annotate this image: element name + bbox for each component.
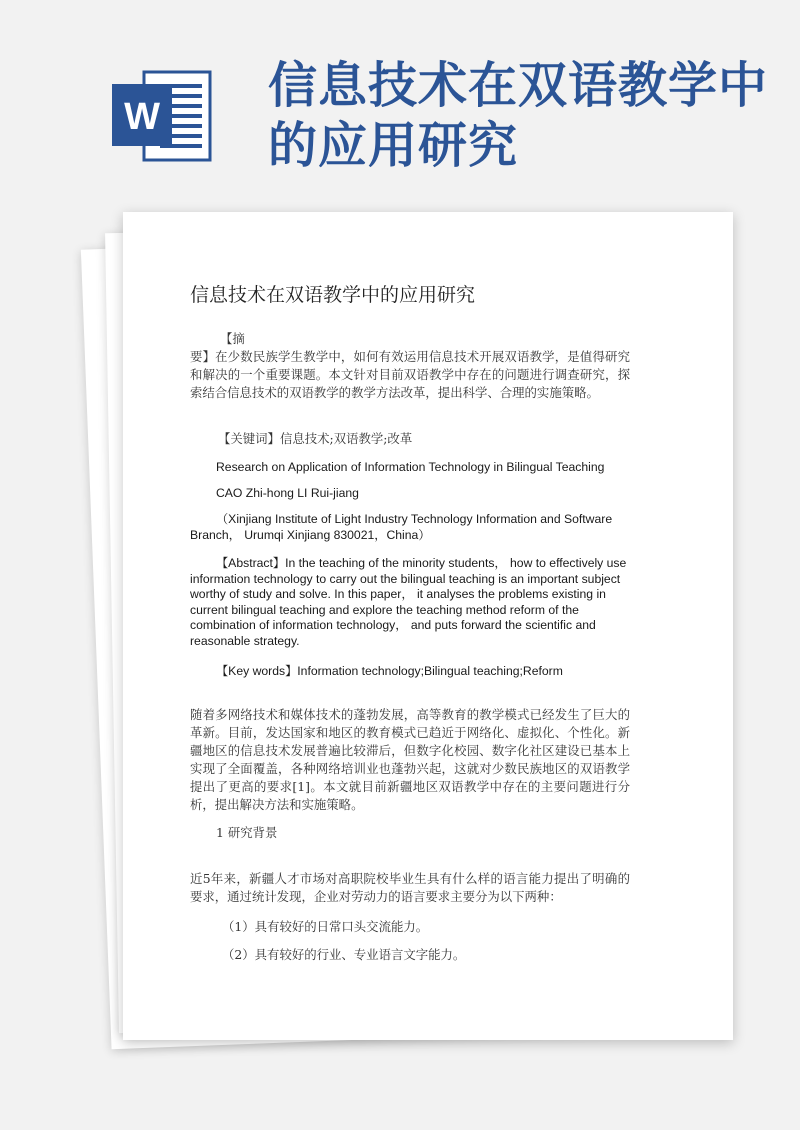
english-title: Research on Application of Information Technology in Bilingual Teaching <box>216 460 605 474</box>
word-document-icon <box>110 62 214 166</box>
abstract-label: 【摘 <box>220 331 245 346</box>
authors: CAO Zhi-hong LI Rui-jiang <box>216 486 359 500</box>
abstract-cn: 要】在少数民族学生教学中，如何有效运用信息技术开展双语教学，是值得研究和解决的一个重要课题。本文针对目前双语教学中存在的问题进行调查研究，探索结合信息技术的双语教学的教学方法改革，提出科学、合理的实施策略。 <box>190 349 631 400</box>
keywords-cn: 【关键词】信息技术;双语教学;改革 <box>218 431 413 446</box>
list-item: （1）具有较好的日常口头交流能力。 <box>222 919 429 934</box>
keywords-en: 【Key words】Information technology;Bilingual teaching;Reform <box>216 664 563 678</box>
page-title: 信息技术在双语教学中的应用研究 <box>268 57 769 174</box>
section-heading: 1 研究背景 <box>216 825 278 840</box>
section-paragraph: 近5年来，新疆人才市场对高职院校毕业生具有什么样的语言能力提出了明确的要求，通过统计发现，企业对劳动力的语言要求主要分为以下两种： <box>190 871 630 904</box>
intro-paragraph: 随着多网络技术和媒体技术的蓬勃发展，高等教育的教学模式已经发生了巨大的革新。目前，发达国家和地区的教育模式已趋近于网络化、虚拟化、个性化。新疆地区的信息技术发展普遍比较滞后，但数字化校园、数字化社区建设已基本上实现了全面覆盖，各种网络培训业也蓬勃兴起，这就对少数民族地区的双语教学提出了更高的要求[1]。本文就目前新疆地区双语教学中存在的主要问题进行分析，提出解决方法和实施策略。 <box>190 707 630 812</box>
svg-text:W: W <box>124 96 160 138</box>
document-title: 信息技术在双语教学中的应用研究 <box>190 284 476 306</box>
list-item: （2）具有较好的行业、专业语言文字能力。 <box>222 947 466 962</box>
affiliation: （Xinjiang Institute of Light Industry Technology Information and Software Branch， Urumqi Xinjiang 830021，China） <box>190 512 613 542</box>
abstract-en: 【Abstract】In the teaching of the minority students， how to effectively use information technology to carry out the bilingual teaching is an important subject worthy of study and solve. In this paper， it analyses the problems existing in current bilingual teaching and explore the teaching method reform of the combination of information technology， and puts forward the scientific and reasonable strategy. <box>190 556 627 648</box>
